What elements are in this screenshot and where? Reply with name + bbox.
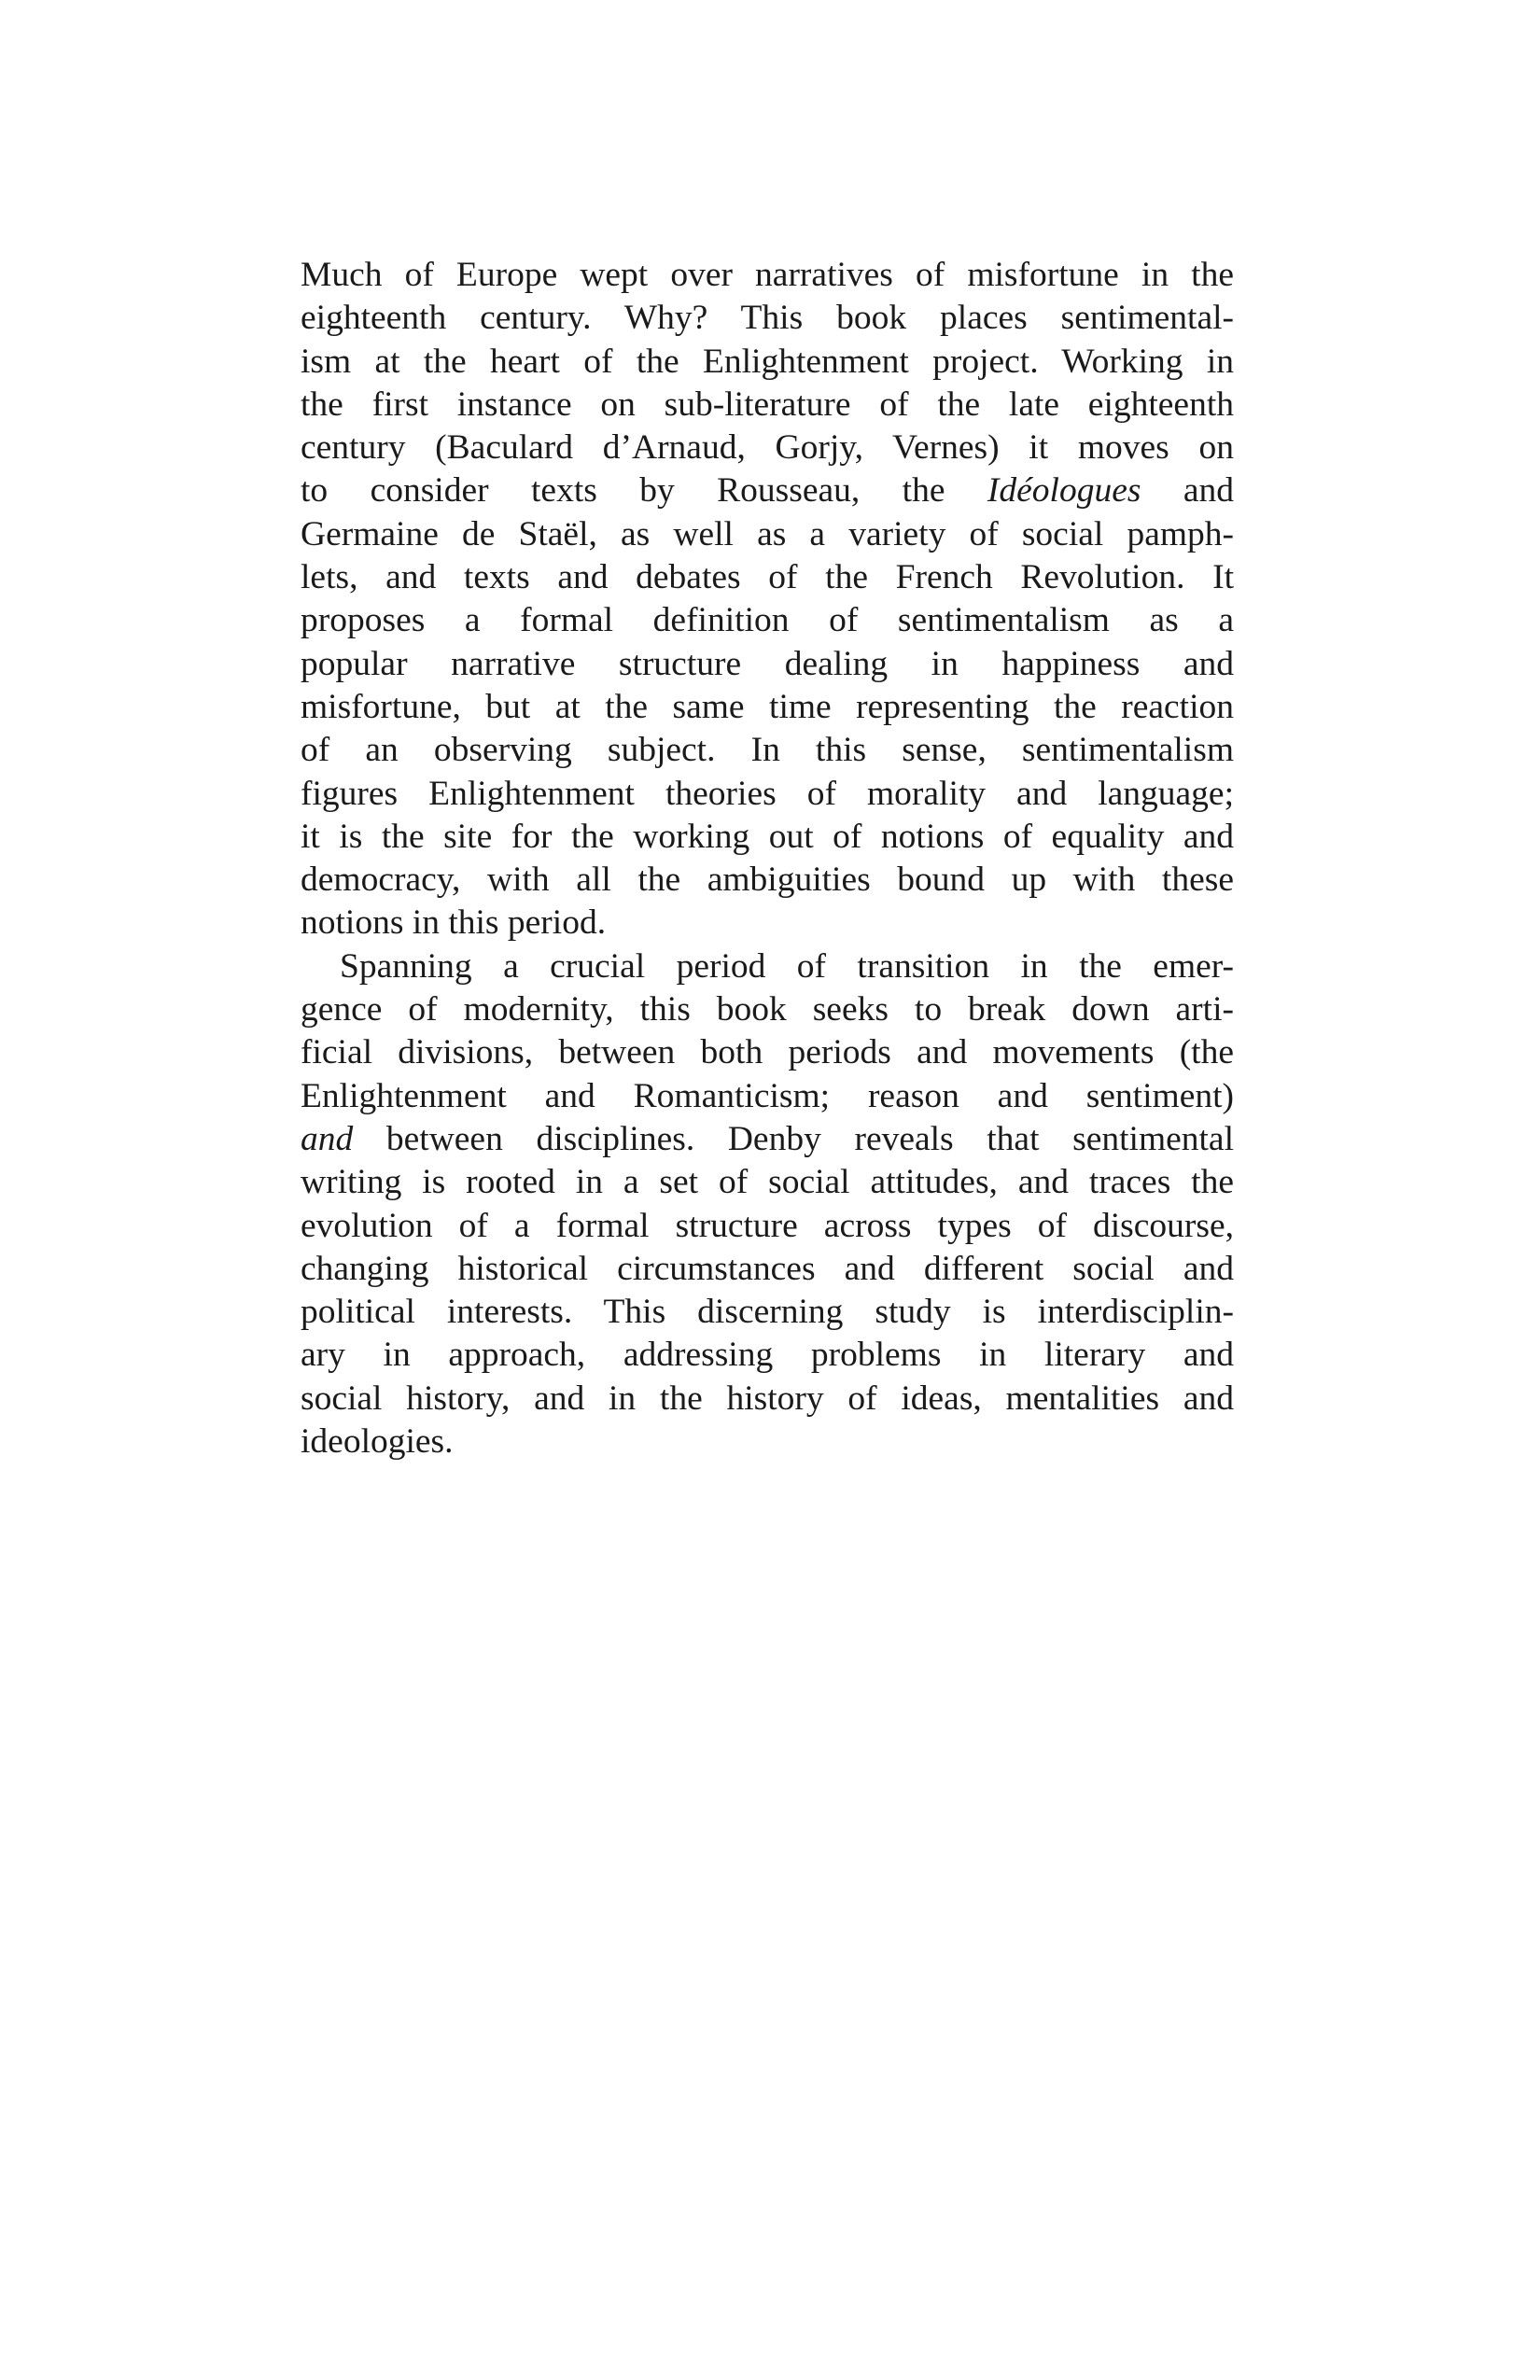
blurb-line: ideologies.: [301, 1422, 454, 1462]
blurb-line: it is the site for the working out of notions of equality and: [301, 817, 1234, 856]
blurb-line: eighteenth century. Why? This book places sentimental-: [301, 299, 1234, 338]
blurb-paragraph-2: [301, 945, 1234, 1464]
blurb-line: ary in approach, addressing problems in literary and: [301, 1336, 1234, 1375]
blurb-line: century (Baculard d’Arnaud, Gorjy, Vernes) it moves on: [301, 428, 1234, 468]
italic-term-and: and: [301, 1119, 354, 1158]
blurb-line: misfortune, but at the same time representing the reaction: [301, 687, 1234, 726]
line-text: to consider texts by Rousseau, the: [301, 471, 987, 511]
blurb-line: Much of Europe wept over narratives of misfortune in the: [301, 256, 1234, 294]
blurb-line: evolution of a formal structure across types of discourse,: [301, 1206, 1234, 1245]
blurb-line: [301, 469, 1234, 512]
blurb-line: Spanning a crucial period of transition in the emer-: [340, 946, 1234, 986]
blurb-line: the first instance on sub-literature of the late eighteenth: [301, 385, 1234, 424]
blurb-line: [301, 1118, 1234, 1161]
blurb-line: changing historical circumstances and different social and: [301, 1249, 1234, 1288]
blurb-line: ism at the heart of the Enlightenment project. Working in: [301, 342, 1234, 381]
blurb-line: lets, and texts and debates of the French Revolution. It: [301, 558, 1234, 597]
blurb-line: Germaine de Staël, as well as a variety of social pamph-: [301, 514, 1234, 553]
line-text: between disciplines. Denby reveals that sentimental: [353, 1119, 1234, 1158]
blurb-paragraph-1: [301, 254, 1234, 945]
blurb-line: gence of modernity, this book seeks to break down arti-: [301, 990, 1234, 1029]
blurb-line: political interests. This discerning study is interdisciplin-: [301, 1293, 1234, 1332]
line-text: and: [1141, 471, 1234, 511]
blurb-line: notions in this period.: [301, 903, 607, 943]
blurb-line: ficial divisions, between both periods and movements (the: [301, 1033, 1234, 1072]
blurb-line: social history, and in the history of ideas, mentalities and: [301, 1379, 1234, 1418]
book-blurb: [301, 254, 1234, 1463]
blurb-line: writing is rooted in a set of social attitudes, and traces the: [301, 1163, 1234, 1202]
blurb-line: popular narrative structure dealing in happiness and: [301, 644, 1234, 683]
blurb-line: of an observing subject. In this sense, sentimentalism: [301, 731, 1234, 770]
blurb-line: democracy, with all the ambiguities bound up with these: [301, 861, 1234, 900]
blurb-line: proposes a formal definition of sentimentalism as a: [301, 601, 1234, 640]
italic-term-ideologues: Idéologues: [987, 471, 1141, 511]
blurb-line: figures Enlightenment theories of morality and language;: [301, 774, 1234, 813]
blurb-line: Enlightenment and Romanticism; reason and sentiment): [301, 1076, 1234, 1115]
